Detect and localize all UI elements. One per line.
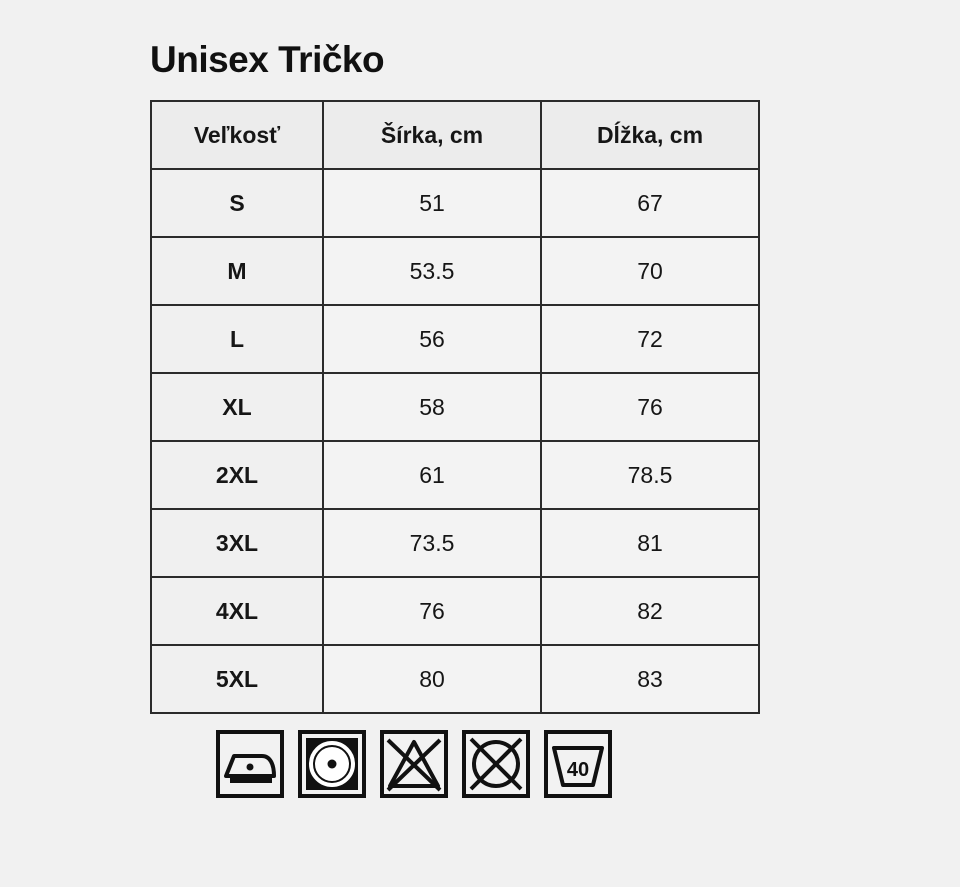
table-row — [151, 169, 759, 237]
cell-size: 5XL — [151, 645, 323, 713]
table-row — [151, 373, 759, 441]
cell-width: 80 — [323, 645, 541, 713]
cell-size: L — [151, 305, 323, 373]
tumble-dry-icon — [298, 730, 366, 798]
cell-length: 83 — [541, 645, 759, 713]
cell-width: 53.5 — [323, 237, 541, 305]
cell-width: 56 — [323, 305, 541, 373]
wash-40-icon — [544, 730, 612, 798]
do-not-dry-clean-icon — [462, 730, 530, 798]
page-title: Unisex Tričko — [150, 39, 385, 80]
cell-width: 61 — [323, 441, 541, 509]
cell-size: S — [151, 169, 323, 237]
cell-length: 72 — [541, 305, 759, 373]
table-row — [151, 441, 759, 509]
cell-length: 81 — [541, 509, 759, 577]
table-row — [151, 305, 759, 373]
table-header-row — [151, 101, 759, 169]
column-header-length: Dĺžka, cm — [541, 101, 759, 169]
cell-length: 82 — [541, 577, 759, 645]
cell-width: 58 — [323, 373, 541, 441]
table-row — [151, 577, 759, 645]
cell-width: 76 — [323, 577, 541, 645]
table-header — [151, 101, 759, 169]
cell-length: 78.5 — [541, 441, 759, 509]
cell-size: 2XL — [151, 441, 323, 509]
do-not-bleach-icon — [380, 730, 448, 798]
size-chart-table — [150, 100, 760, 714]
care-instructions — [216, 730, 612, 798]
table-row — [151, 237, 759, 305]
cell-size: 3XL — [151, 509, 323, 577]
table-row — [151, 645, 759, 713]
cell-width: 51 — [323, 169, 541, 237]
table-row — [151, 509, 759, 577]
wash-temperature-label: 40 — [566, 759, 590, 781]
column-header-width: Šírka, cm — [323, 101, 541, 169]
cell-size: M — [151, 237, 323, 305]
cell-size: XL — [151, 373, 323, 441]
cell-length: 76 — [541, 373, 759, 441]
table-body — [151, 169, 759, 713]
cell-size: 4XL — [151, 577, 323, 645]
cell-length: 70 — [541, 237, 759, 305]
iron-icon — [216, 730, 284, 798]
cell-length: 67 — [541, 169, 759, 237]
column-header-size: Veľkosť — [151, 101, 323, 169]
cell-width: 73.5 — [323, 509, 541, 577]
